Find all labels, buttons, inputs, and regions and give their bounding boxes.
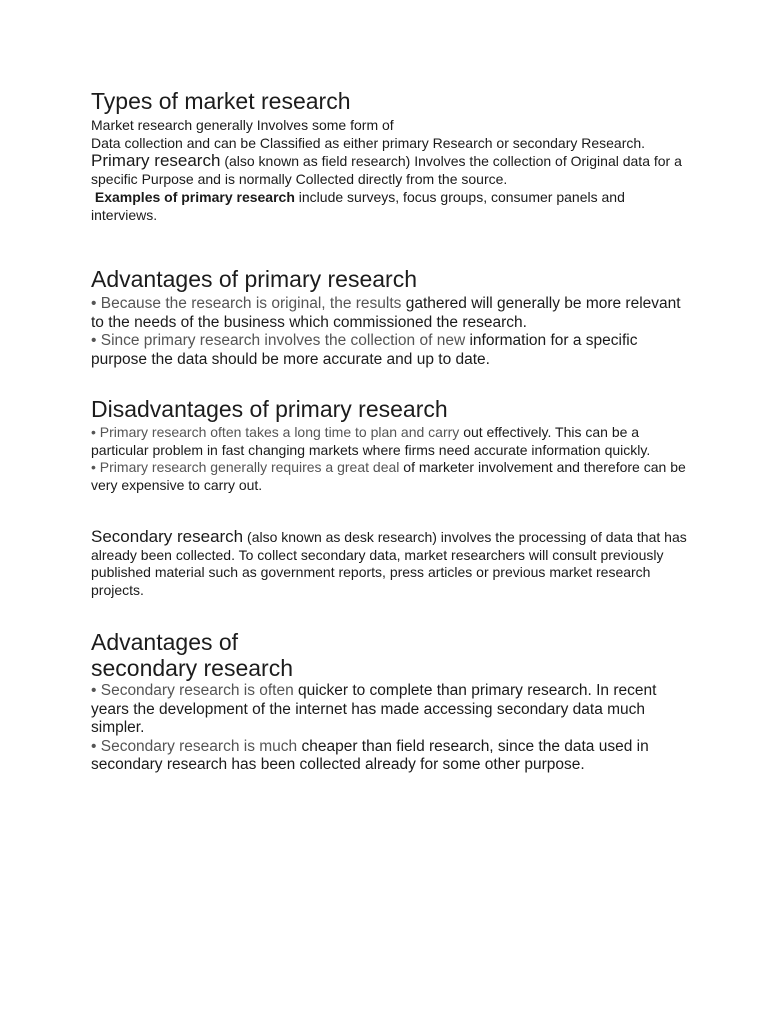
secondary-research-definition [91, 528, 691, 599]
disadvantage-primary-bullet-2 [91, 459, 691, 494]
advantage-secondary-bullet-2 [91, 738, 691, 775]
primary-research-examples [91, 189, 691, 224]
advantage-primary-bullet-2 [91, 332, 691, 369]
disadvantage-primary-bullet-2-text: of marketer involvement and therefore can be very expensive to carry out. [91, 459, 686, 493]
heading-advantages-secondary-line-1: Advantages of [91, 629, 239, 655]
section-advantages-secondary [91, 629, 691, 775]
advantage-primary-bullet-2-text: information for a specific purpose the data should be more accurate and up to date. [91, 332, 638, 368]
document-page [91, 88, 691, 775]
advantage-primary-bullet-1 [91, 295, 691, 332]
primary-research-definition [91, 152, 691, 188]
advantage-secondary-bullet-1-text: quicker to complete than primary research. In recent years the development of the internet has made accessing secondary data much simpler. [91, 682, 657, 736]
examples-term: Examples of primary research [94, 189, 295, 205]
intro-line-2: Data collection and can be Classified as either primary Research or secondary Research. [91, 134, 646, 151]
disadvantage-primary-bullet-1 [91, 424, 691, 459]
primary-research-description: Involves the collection of Original data for a specific Purpose and is normally Collected directly from the source. [91, 153, 682, 187]
primary-research-term: Primary research [91, 151, 221, 170]
section-types-of-market-research [91, 88, 691, 224]
heading-advantages-secondary-line-2: secondary research [91, 655, 293, 681]
secondary-research-aka: (also known as desk research) [247, 529, 437, 545]
advantage-secondary-bullet-2-text: cheaper than field research, since the data used in secondary research has been collected already for some other purpose. [91, 737, 649, 773]
advantage-secondary-bullet-2-lead: • Secondary research is much [91, 737, 298, 755]
heading-advantages-secondary [91, 629, 691, 681]
disadvantage-primary-bullet-2-lead: • Primary research generally requires a great deal [91, 459, 400, 475]
examples-list: include surveys, focus groups, consumer panels and interviews. [91, 189, 625, 223]
secondary-research-term: Secondary research [91, 527, 244, 546]
heading-types-of-market-research: Types of market research [91, 88, 351, 114]
advantage-primary-bullet-2-lead: • Since primary research involves the collection of new [91, 332, 466, 349]
advantage-secondary-bullet-1-lead: • Secondary research is often [91, 682, 294, 699]
advantage-secondary-bullet-1 [91, 682, 691, 738]
section-disadvantages-primary [91, 396, 691, 494]
heading-advantages-primary: Advantages of primary research [91, 266, 417, 292]
advantage-primary-bullet-1-text: gathered will generally be more relevant to the needs of the business which commissioned the research. [91, 295, 681, 331]
secondary-research-description: involves the processing of data that has already been collected. To collect secondary data, market researchers will consult previously published material such as government reports, press articles or previous market research projects. [91, 529, 687, 598]
disadvantage-primary-bullet-1-lead: • Primary research often takes a long time to plan and carry [91, 424, 460, 440]
heading-disadvantages-primary: Disadvantages of primary research [91, 396, 448, 422]
section-advantages-primary [91, 266, 691, 369]
disadvantage-primary-bullet-1-text: out effectively. This can be a particular problem in fast changing markets where firms need accurate information quickly. [91, 424, 651, 458]
section-secondary-research [91, 528, 691, 599]
primary-research-aka: (also known as field research) [224, 153, 411, 169]
intro-paragraph [91, 117, 691, 152]
intro-line-1: Market research generally Involves some form of [91, 117, 394, 133]
advantage-primary-bullet-1-lead: • Because the research is original, the results [91, 295, 402, 312]
